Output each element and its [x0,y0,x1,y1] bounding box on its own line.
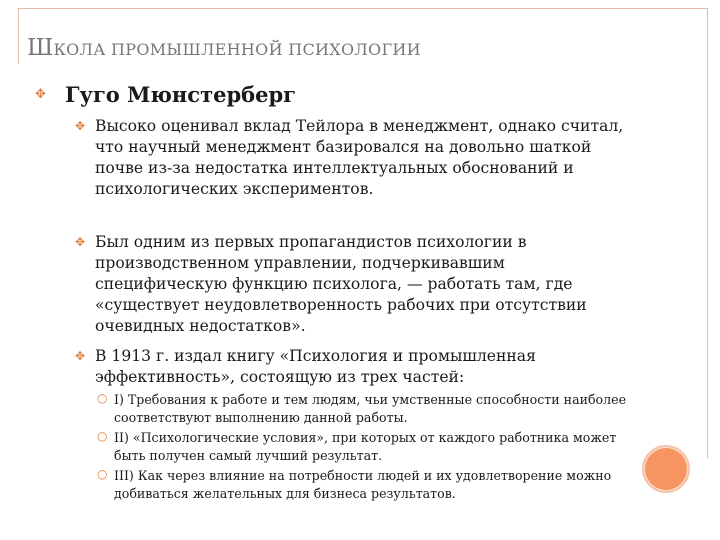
circle-outline-icon: ○ [97,429,108,443]
subpoint-text: II) «Психологические условия», при которых от каждого работника может быть получен самый лучший результат. [114,430,617,463]
subpoint-item [97,391,637,426]
frame-right-line [707,8,708,458]
frame-top-line [18,8,707,9]
diamond-sparkle-icon: ✥ [75,349,86,363]
diamond-sparkle-icon: ✥ [75,119,86,133]
title-rest: КОЛА ПРОМЫШЛЕННОЙ ПСИХОЛОГИИ [53,40,421,59]
subpoint-text: I) Требования к работе и тем людям, чьи умственные способности наиболее соответствуют выполнению данной работы. [114,392,627,425]
subpoint-text: III) Как через влияние на потребности людей и их удовлетворение можно добиваться желательных для бизнеса результатов. [114,468,612,501]
slide-title [27,35,421,61]
point-item [75,346,635,388]
point-text: Был одним из первых пропагандистов психологии в производственном управлении, подчеркивавшим специфическую функцию психолога, — работать там, где «существует неудовлетворенность рабочих при отсутствии очевидных недостатков». [95,233,587,335]
circle-outline-icon: ○ [97,467,108,481]
title-initial: Ш [27,35,54,61]
circle-outline-icon: ○ [97,391,108,405]
subpoint-item [97,467,637,502]
diamond-sparkle-icon: ✥ [35,87,46,102]
decorative-circle [642,445,690,493]
point-text: В 1913 г. издал книгу «Психология и промышленная эффективность», состоящую из трех частей: [95,347,536,386]
point-text: Высоко оценивал вклад Тейлора в менеджмент, однако считал, что научный менеджмент базировался на довольно шаткой почве из-за недостатка интеллектуальных обоснований и психологических экспериментов. [95,117,624,198]
point-item [75,116,635,200]
diamond-sparkle-icon: ✥ [75,235,86,249]
point-item [75,232,635,337]
subpoint-item [97,429,637,464]
heading-text: Гуго Мюнстерберг [65,82,297,107]
heading-item [35,82,296,107]
frame-left-line [18,8,19,64]
